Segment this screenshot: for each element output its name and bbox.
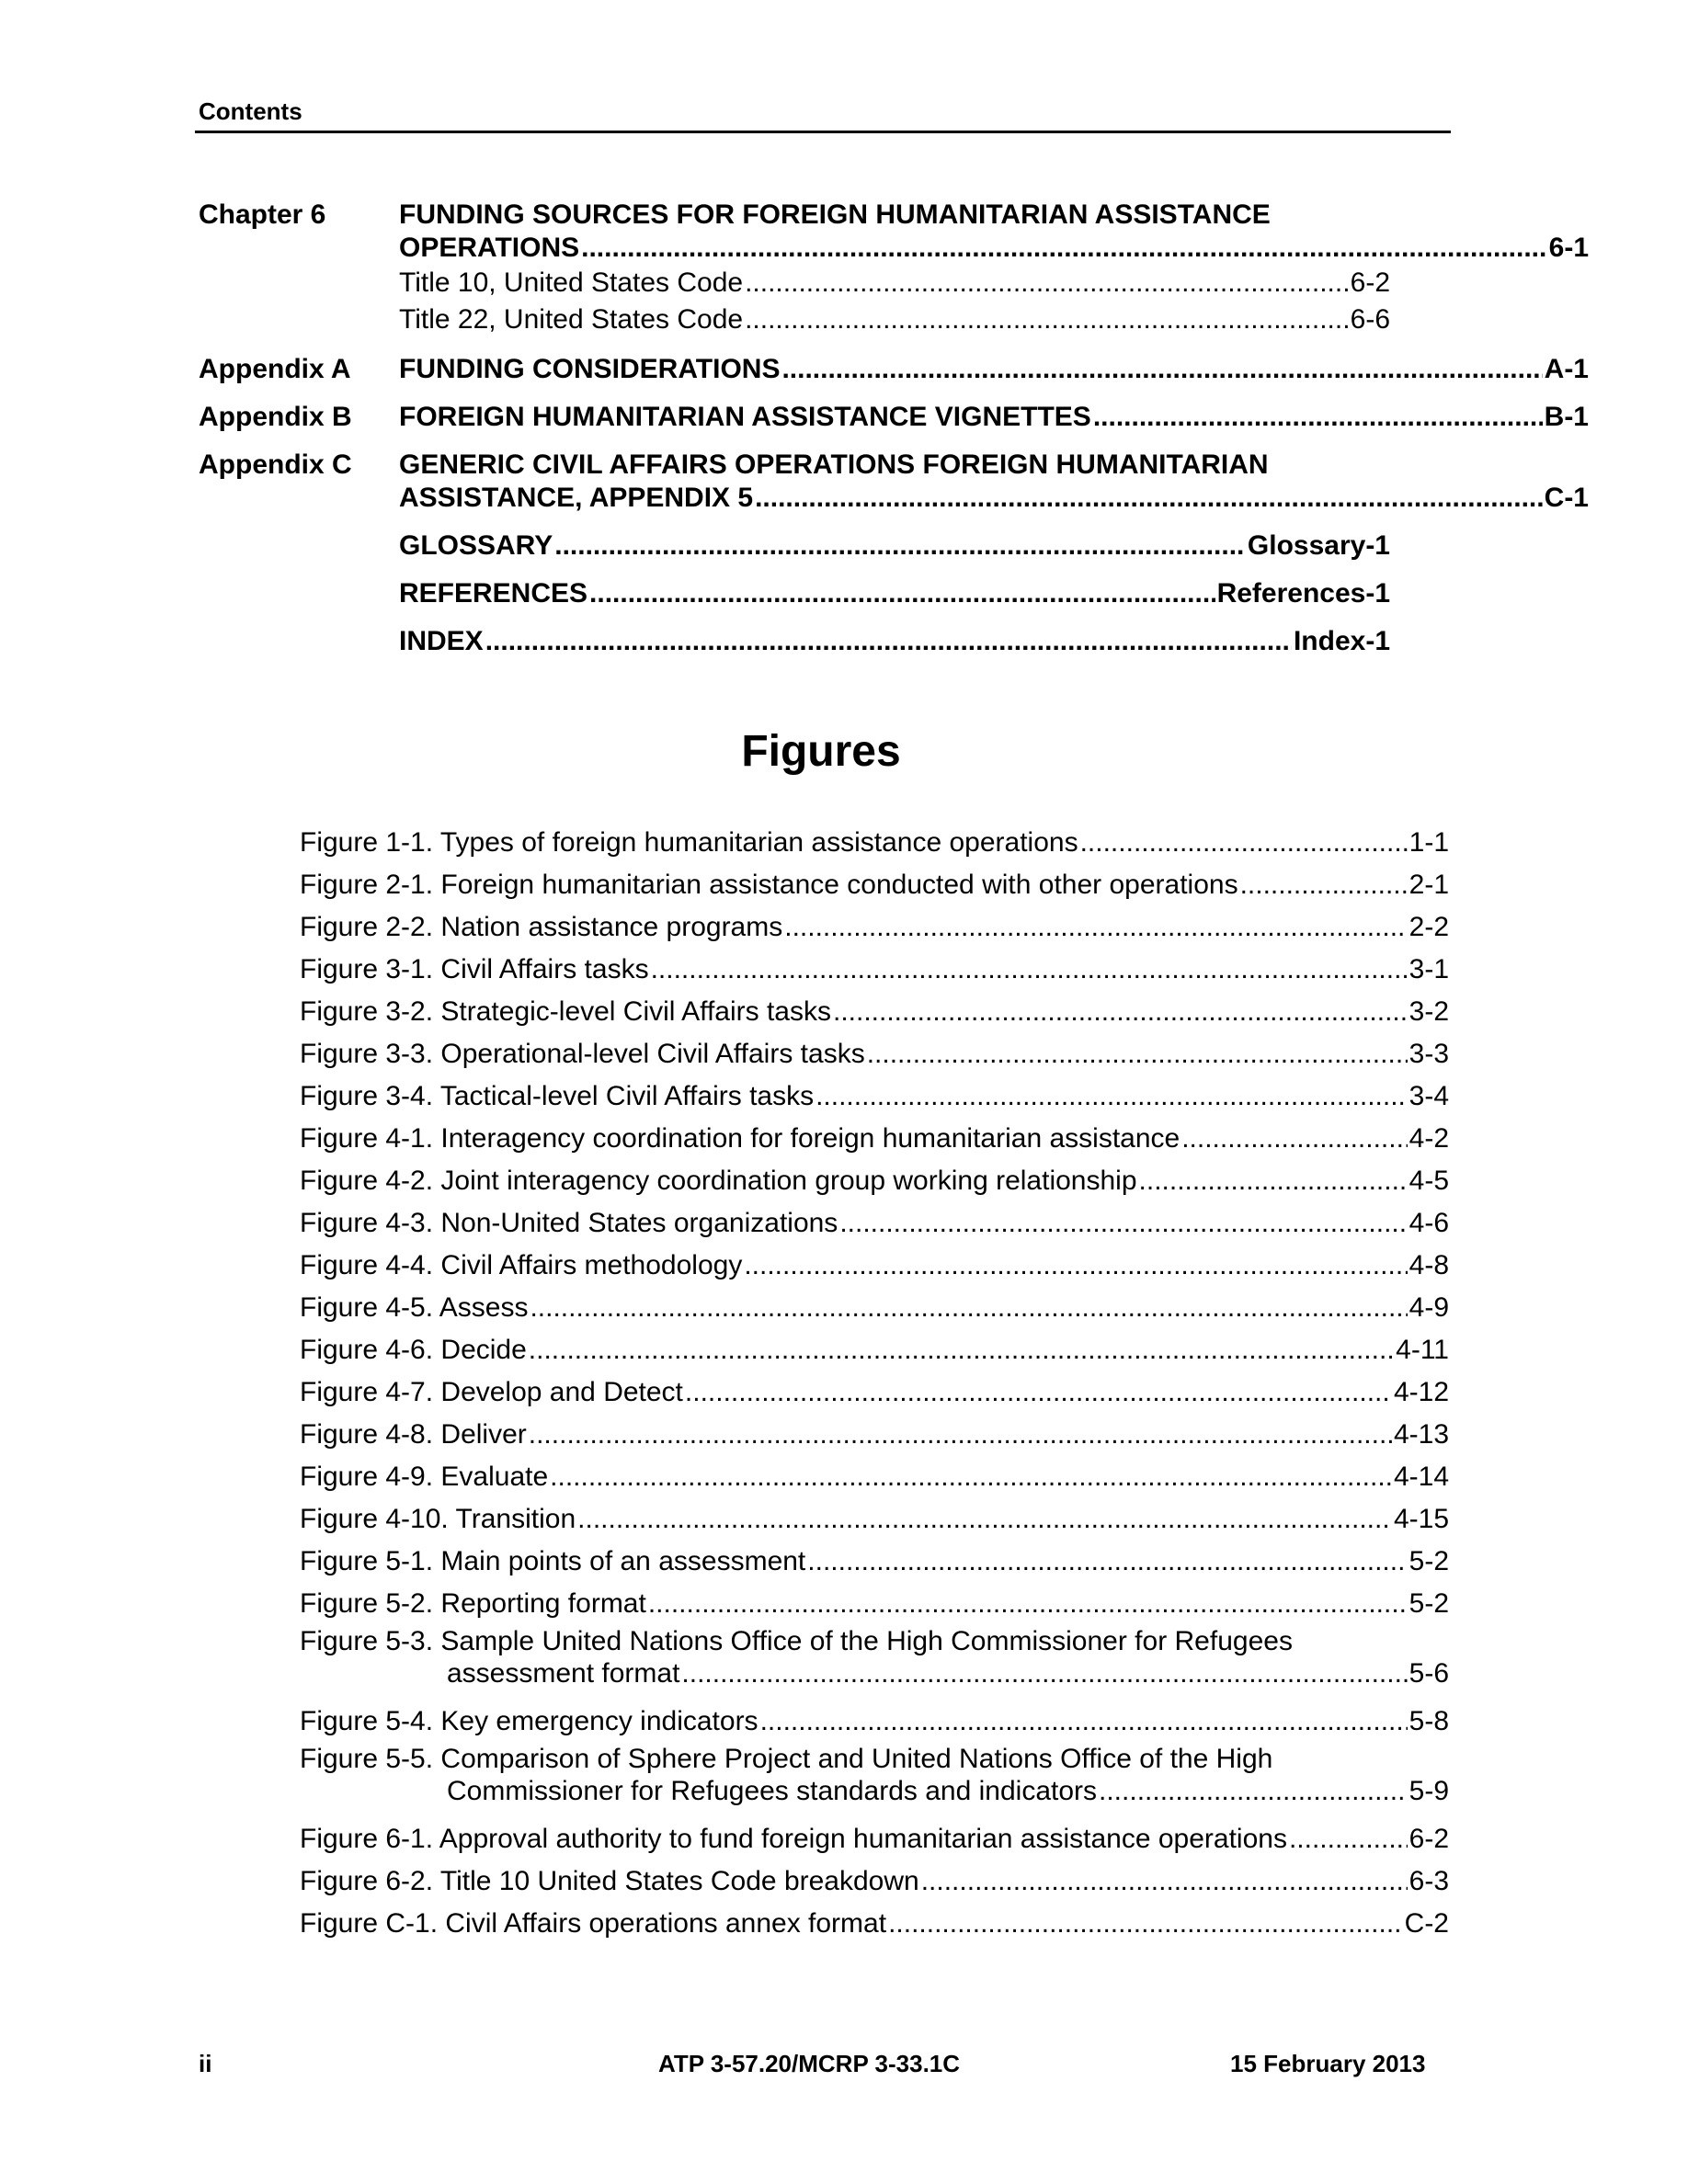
figure-title: Figure 6-1. Approval authority to fund foreign humanitarian assistance operations xyxy=(300,1824,1287,1854)
figure-title-line-2: Commissioner for Refugees standards and indicators xyxy=(447,1776,1098,1806)
toc-section-title-22[interactable] xyxy=(399,303,1390,336)
figures-heading: Figures xyxy=(741,727,901,776)
dot-leader xyxy=(1099,1776,1408,1807)
entry-label: Appendix A xyxy=(199,354,351,384)
figure-title: Figure 4-10. Transition xyxy=(300,1504,576,1534)
page-ref: 1-1 xyxy=(1409,827,1449,858)
dot-leader xyxy=(529,1335,1394,1366)
figure-entry[interactable] xyxy=(300,906,1449,949)
figure-title: Figure 3-1. Civil Affairs tasks xyxy=(300,954,649,984)
figure-title: Figure C-1. Civil Affairs operations annex format xyxy=(300,1908,887,1939)
page-ref: 5-2 xyxy=(1409,1588,1449,1619)
figure-title: Figure 4-7. Develop and Detect xyxy=(300,1377,683,1407)
page-ref: 5-2 xyxy=(1409,1546,1449,1576)
dot-leader xyxy=(1080,827,1408,859)
dot-leader xyxy=(589,577,1215,610)
dot-leader xyxy=(1289,1824,1408,1855)
dot-leader xyxy=(781,353,1542,386)
dot-leader xyxy=(550,1462,1392,1493)
dot-leader xyxy=(1240,870,1408,901)
figures-list xyxy=(300,822,1449,1945)
toc-entry-references[interactable] xyxy=(399,577,1390,610)
dot-leader xyxy=(833,996,1408,1028)
figure-entry[interactable] xyxy=(300,1743,1449,1818)
figure-title: Figure 4-6. Decide xyxy=(300,1335,527,1365)
entry-title-text: FOREIGN HUMANITARIAN ASSISTANCE VIGNETTES xyxy=(399,402,1091,432)
figure-title: Figure 4-9. Evaluate xyxy=(300,1462,549,1492)
entry-title-text: REFERENCES xyxy=(399,578,588,609)
figure-title: Figure 4-1. Interagency coordination for foreign humanitarian assistance xyxy=(300,1123,1180,1154)
figure-entry[interactable] xyxy=(300,991,1449,1033)
figure-title: Figure 4-4. Civil Affairs methodology xyxy=(300,1250,743,1280)
page-ref: 6-2 xyxy=(1350,267,1390,298)
section-title: Title 22, United States Code xyxy=(399,304,744,335)
page-ref: 4-2 xyxy=(1409,1123,1449,1154)
figure-title: Figure 5-4. Key emergency indicators xyxy=(300,1706,758,1736)
figure-title-line-2: assessment format xyxy=(447,1658,680,1689)
page-ref: 4-8 xyxy=(1409,1250,1449,1280)
dot-leader xyxy=(839,1208,1407,1239)
dot-leader xyxy=(807,1546,1407,1577)
dot-leader xyxy=(921,1866,1408,1897)
page-ref: B-1 xyxy=(1544,402,1589,432)
section-title: Title 10, United States Code xyxy=(399,267,744,298)
page-ref: References-1 xyxy=(1216,578,1390,609)
figure-title-line-1: Figure 5-5. Comparison of Sphere Project and United Nations Office of the High xyxy=(300,1744,1273,1774)
page-ref: 6-6 xyxy=(1350,304,1390,335)
page-ref: A-1 xyxy=(1544,354,1589,384)
page-ref: 4-15 xyxy=(1393,1504,1449,1534)
figure-entry[interactable] xyxy=(300,1860,1449,1903)
figure-title-line-1: Figure 5-3. Sample United Nations Office of the High Commissioner for Refugees xyxy=(300,1626,1293,1656)
dot-leader xyxy=(530,1292,1407,1324)
figure-entry[interactable] xyxy=(300,1818,1449,1860)
figure-entry[interactable] xyxy=(300,949,1449,991)
figure-title: Figure 4-8. Deliver xyxy=(300,1419,527,1450)
page-ref: 5-8 xyxy=(1409,1706,1449,1736)
figure-title: Figure 4-3. Non-United States organizations xyxy=(300,1208,838,1238)
entry-title xyxy=(399,353,1589,386)
figure-title: Figure 2-1. Foreign humanitarian assistance conducted with other operations xyxy=(300,870,1238,900)
figure-entry[interactable] xyxy=(300,1583,1449,1625)
figure-title: Figure 5-2. Reporting format xyxy=(300,1588,646,1619)
figure-entry[interactable] xyxy=(300,1456,1449,1498)
entry-title xyxy=(399,449,1589,515)
page-ref: 3-3 xyxy=(1409,1039,1449,1069)
dot-leader xyxy=(485,625,1292,658)
footer-page-number: ii xyxy=(199,2050,212,2077)
entry-title-text: GLOSSARY xyxy=(399,530,553,561)
page-ref: 6-2 xyxy=(1409,1824,1449,1854)
figure-title: Figure 4-2. Joint interagency coordination group working relationship xyxy=(300,1166,1137,1196)
dot-leader xyxy=(745,267,1349,300)
page-ref: 2-1 xyxy=(1409,870,1449,900)
dot-leader xyxy=(755,482,1543,515)
figure-title: Figure 4-5. Assess xyxy=(300,1292,529,1323)
entry-label: Chapter 6 xyxy=(199,199,326,230)
page-ref: 4-6 xyxy=(1409,1208,1449,1238)
figure-entry[interactable] xyxy=(300,1160,1449,1202)
page-ref: Glossary-1 xyxy=(1247,530,1390,561)
dot-leader xyxy=(685,1377,1392,1408)
running-header: Contents xyxy=(199,97,302,125)
figure-title: Figure 5-1. Main points of an assessment xyxy=(300,1546,806,1576)
figure-entry[interactable] xyxy=(300,1287,1449,1329)
toc-entry-index[interactable] xyxy=(399,625,1390,658)
page-ref: 4-12 xyxy=(1393,1377,1449,1407)
figure-entry[interactable] xyxy=(300,1414,1449,1456)
figure-entry[interactable] xyxy=(300,864,1449,906)
page-ref: Index-1 xyxy=(1293,626,1390,656)
entry-title-line-1: GENERIC CIVIL AFFAIRS OPERATIONS FOREIGN HUMANITARIAN xyxy=(399,449,1269,480)
figure-title: Figure 6-2. Title 10 United States Code breakdown xyxy=(300,1866,919,1896)
figure-entry[interactable] xyxy=(300,1075,1449,1118)
figure-entry[interactable] xyxy=(300,1118,1449,1160)
figure-title: Figure 2-2. Nation assistance programs xyxy=(300,912,783,942)
figure-entry[interactable] xyxy=(300,1033,1449,1075)
entry-label: Appendix B xyxy=(199,402,352,432)
dot-leader xyxy=(888,1908,1403,1939)
entry-title-line-2: OPERATIONS xyxy=(399,233,580,263)
page-ref: 4-11 xyxy=(1396,1335,1449,1365)
footer-doc-id: ATP 3-57.20/MCRP 3-33.1C xyxy=(658,2050,961,2077)
page-ref: 3-2 xyxy=(1409,996,1449,1027)
page-ref: 4-14 xyxy=(1393,1462,1449,1492)
figure-entry[interactable] xyxy=(300,1498,1449,1541)
footer-date: 15 February 2013 xyxy=(1230,2050,1426,2077)
dot-leader xyxy=(681,1658,1407,1689)
figure-title: Figure 3-3. Operational-level Civil Affairs tasks xyxy=(300,1039,865,1069)
figure-entry[interactable] xyxy=(300,1541,1449,1583)
entry-label: Appendix C xyxy=(199,449,352,480)
entry-title-text: INDEX xyxy=(399,626,484,656)
dot-leader xyxy=(577,1504,1392,1535)
dot-leader xyxy=(651,954,1408,985)
toc-entry-glossary[interactable] xyxy=(399,529,1390,563)
entry-title-line-1: FUNDING SOURCES FOR FOREIGN HUMANITARIAN ASSISTANCE xyxy=(399,199,1271,230)
page-ref: C-1 xyxy=(1544,483,1589,513)
page-ref: 5-9 xyxy=(1409,1776,1449,1806)
figure-entry[interactable] xyxy=(300,1903,1449,1945)
page-ref: 5-6 xyxy=(1409,1658,1449,1689)
figure-entry[interactable] xyxy=(300,1625,1449,1701)
page-ref: 6-3 xyxy=(1409,1866,1449,1896)
dot-leader xyxy=(744,1250,1407,1281)
figure-title: Figure 1-1. Types of foreign humanitarian assistance operations xyxy=(300,827,1078,858)
entry-title-text: FUNDING CONSIDERATIONS xyxy=(399,354,781,384)
dot-leader xyxy=(815,1081,1408,1112)
dot-leader xyxy=(1139,1166,1408,1197)
entry-title-line-2: ASSISTANCE, APPENDIX 5 xyxy=(399,483,754,513)
dot-leader xyxy=(529,1419,1392,1450)
page-ref: 4-9 xyxy=(1409,1292,1449,1323)
figure-title: Figure 3-4. Tactical-level Civil Affairs tasks xyxy=(300,1081,815,1111)
toc-section-title-10[interactable] xyxy=(399,267,1390,300)
figure-entry[interactable] xyxy=(300,1245,1449,1287)
page-ref: 4-13 xyxy=(1393,1419,1449,1450)
entry-title xyxy=(399,401,1589,434)
dot-leader xyxy=(760,1706,1408,1737)
page-ref: 3-1 xyxy=(1409,954,1449,984)
dot-leader xyxy=(1093,401,1543,434)
dot-leader xyxy=(867,1039,1408,1070)
entry-title xyxy=(399,199,1589,265)
page-ref: 6-1 xyxy=(1548,233,1589,263)
page-ref: 3-4 xyxy=(1409,1081,1449,1111)
figure-entry[interactable] xyxy=(300,1371,1449,1414)
page-ref: 4-5 xyxy=(1409,1166,1449,1196)
figure-entry[interactable] xyxy=(300,1202,1449,1245)
figure-entry[interactable] xyxy=(300,822,1449,864)
dot-leader xyxy=(1181,1123,1407,1155)
dot-leader xyxy=(784,912,1407,943)
dot-leader xyxy=(554,529,1246,563)
page-ref: 2-2 xyxy=(1409,912,1449,942)
dot-leader xyxy=(745,303,1349,336)
figure-title: Figure 3-2. Strategic-level Civil Affairs tasks xyxy=(300,996,831,1027)
figure-entry[interactable] xyxy=(300,1329,1449,1371)
page-ref: C-2 xyxy=(1404,1908,1449,1939)
figure-entry[interactable] xyxy=(300,1701,1449,1743)
dot-leader xyxy=(581,232,1547,265)
dot-leader xyxy=(648,1588,1408,1620)
